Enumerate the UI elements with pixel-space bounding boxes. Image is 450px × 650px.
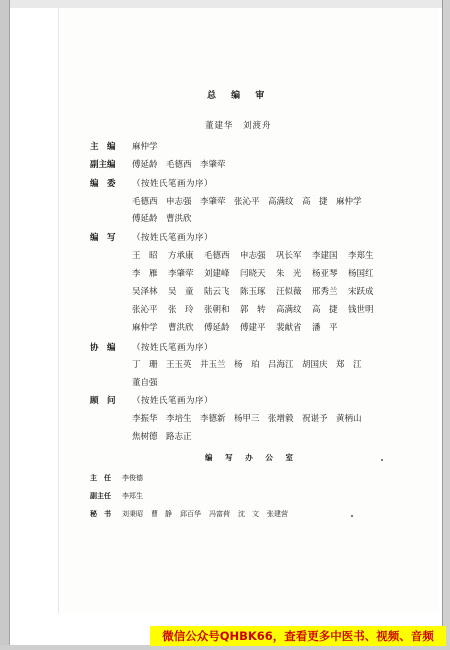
writer-name: 闫晓天 <box>240 269 266 279</box>
writer-name: 毛德西 <box>204 251 230 261</box>
writer-name: 高 捷 <box>312 305 338 315</box>
advisors-line1: 李振华 李培生 李德新 杨甲三 张增毅 祝谌予 黄柄山 <box>132 414 362 424</box>
secretary-name: 沈 文 <box>238 510 259 518</box>
scan-speck <box>381 459 383 461</box>
office-director: 李俊德 <box>122 474 143 482</box>
advisors-line2: 焦树德 路志正 <box>132 432 192 442</box>
editorial-board-note: （按姓氏笔画为序） <box>132 179 214 189</box>
assistants-line1: 丁 珊 王玉英 井玉兰 杨 珀 吕海江 胡国庆 郑 江 <box>132 360 362 370</box>
writers-row <box>132 267 384 279</box>
writer-name: 王 昭 <box>132 251 158 261</box>
office-secretaries <box>122 509 296 519</box>
right-scrollbar[interactable] <box>442 0 450 650</box>
deputy-editors-label: 副主编 <box>90 160 116 170</box>
writers-row <box>132 249 384 261</box>
assistants-line2: 董自强 <box>132 378 158 388</box>
writer-name: 裴献省 <box>276 323 302 333</box>
writer-name: 方承康 <box>168 251 194 261</box>
secretary-name: 冯富荷 <box>209 510 230 518</box>
secretary-name: 邱百华 <box>180 510 201 518</box>
writer-name: 傅延龄 <box>204 323 230 333</box>
writer-name: 张朝和 <box>204 305 230 315</box>
writer-name: 宋跃成 <box>348 287 374 297</box>
chief-editors-names: 董建华 刘渡舟 <box>205 121 272 131</box>
writer-name: 高满纹 <box>276 305 302 315</box>
secretary-name: 曹 静 <box>151 510 172 518</box>
writers-row <box>132 285 384 297</box>
editor-in-chief-label: 主 编 <box>90 142 116 152</box>
writer-name: 巩长军 <box>276 251 302 261</box>
office-deputy-label: 副主任 <box>90 491 111 500</box>
writer-name: 李 雁 <box>132 269 158 279</box>
office-secretary-label: 秘 书 <box>90 509 111 518</box>
left-scroll-gutter <box>0 0 10 650</box>
advisors-label: 顾 问 <box>90 396 116 406</box>
writer-name: 朱 光 <box>276 269 302 279</box>
writer-name: 陈玉琢 <box>240 287 266 297</box>
writer-name: 吴泽林 <box>132 287 158 297</box>
writer-name: 潘 平 <box>312 323 338 333</box>
editor-in-chief-names: 麻仲学 <box>132 142 158 152</box>
office-title: 编 写 办 公 室 <box>205 453 298 462</box>
writer-name: 张 玲 <box>168 305 194 315</box>
secretary-name: 张建营 <box>267 510 288 518</box>
writer-name: 李郑生 <box>348 251 374 261</box>
writer-name: 陆云飞 <box>204 287 230 297</box>
window-top-bar <box>0 0 450 8</box>
writers-row <box>132 321 348 333</box>
assistants-label: 协 编 <box>90 343 116 353</box>
writer-name: 郭 转 <box>240 305 266 315</box>
secretary-name: 刘秉昭 <box>122 510 143 518</box>
writer-name: 傅建平 <box>240 323 266 333</box>
writer-name: 张沁平 <box>132 305 158 315</box>
writers-note: （按姓氏笔画为序） <box>132 233 214 243</box>
writer-name: 吴 童 <box>168 287 194 297</box>
writer-name: 钱世明 <box>348 305 374 315</box>
writer-name: 汪似薇 <box>276 287 302 297</box>
writer-name: 刘建峰 <box>204 269 230 279</box>
writer-name: 麻仲学 <box>132 323 158 333</box>
editorial-board-line2: 傅延龄 曹洪欣 <box>132 214 192 224</box>
assistants-note: （按姓氏笔画为序） <box>132 343 214 353</box>
writers-row <box>132 303 384 315</box>
editorial-board-line1: 毛德西 申志强 李肇荦 张沁平 高满纹 高 捷 麻仲学 <box>132 197 362 207</box>
office-director-label: 主 任 <box>90 473 111 482</box>
writer-name: 李肇荦 <box>168 269 194 279</box>
wechat-banner: 微信公众号QHBK66，查看更多中医书、视频、音频 <box>150 626 446 646</box>
writer-name: 杨国红 <box>348 269 374 279</box>
deputy-editors-names: 傅延龄 毛德西 李肇荦 <box>132 160 226 170</box>
office-deputy: 李郑生 <box>122 492 143 500</box>
scan-speck <box>351 515 353 517</box>
writer-name: 曹洪欣 <box>168 323 194 333</box>
writer-name: 申志强 <box>240 251 266 261</box>
writer-name: 杨亚琴 <box>312 269 338 279</box>
editorial-board-label: 编 委 <box>90 179 116 189</box>
advisors-note: （按姓氏笔画为序） <box>132 396 214 406</box>
chief-editors-heading: 总 编 审 <box>207 91 271 101</box>
writer-name: 邢秀兰 <box>312 287 338 297</box>
writers-label: 编 写 <box>90 233 116 243</box>
writer-name: 李建国 <box>312 251 338 261</box>
